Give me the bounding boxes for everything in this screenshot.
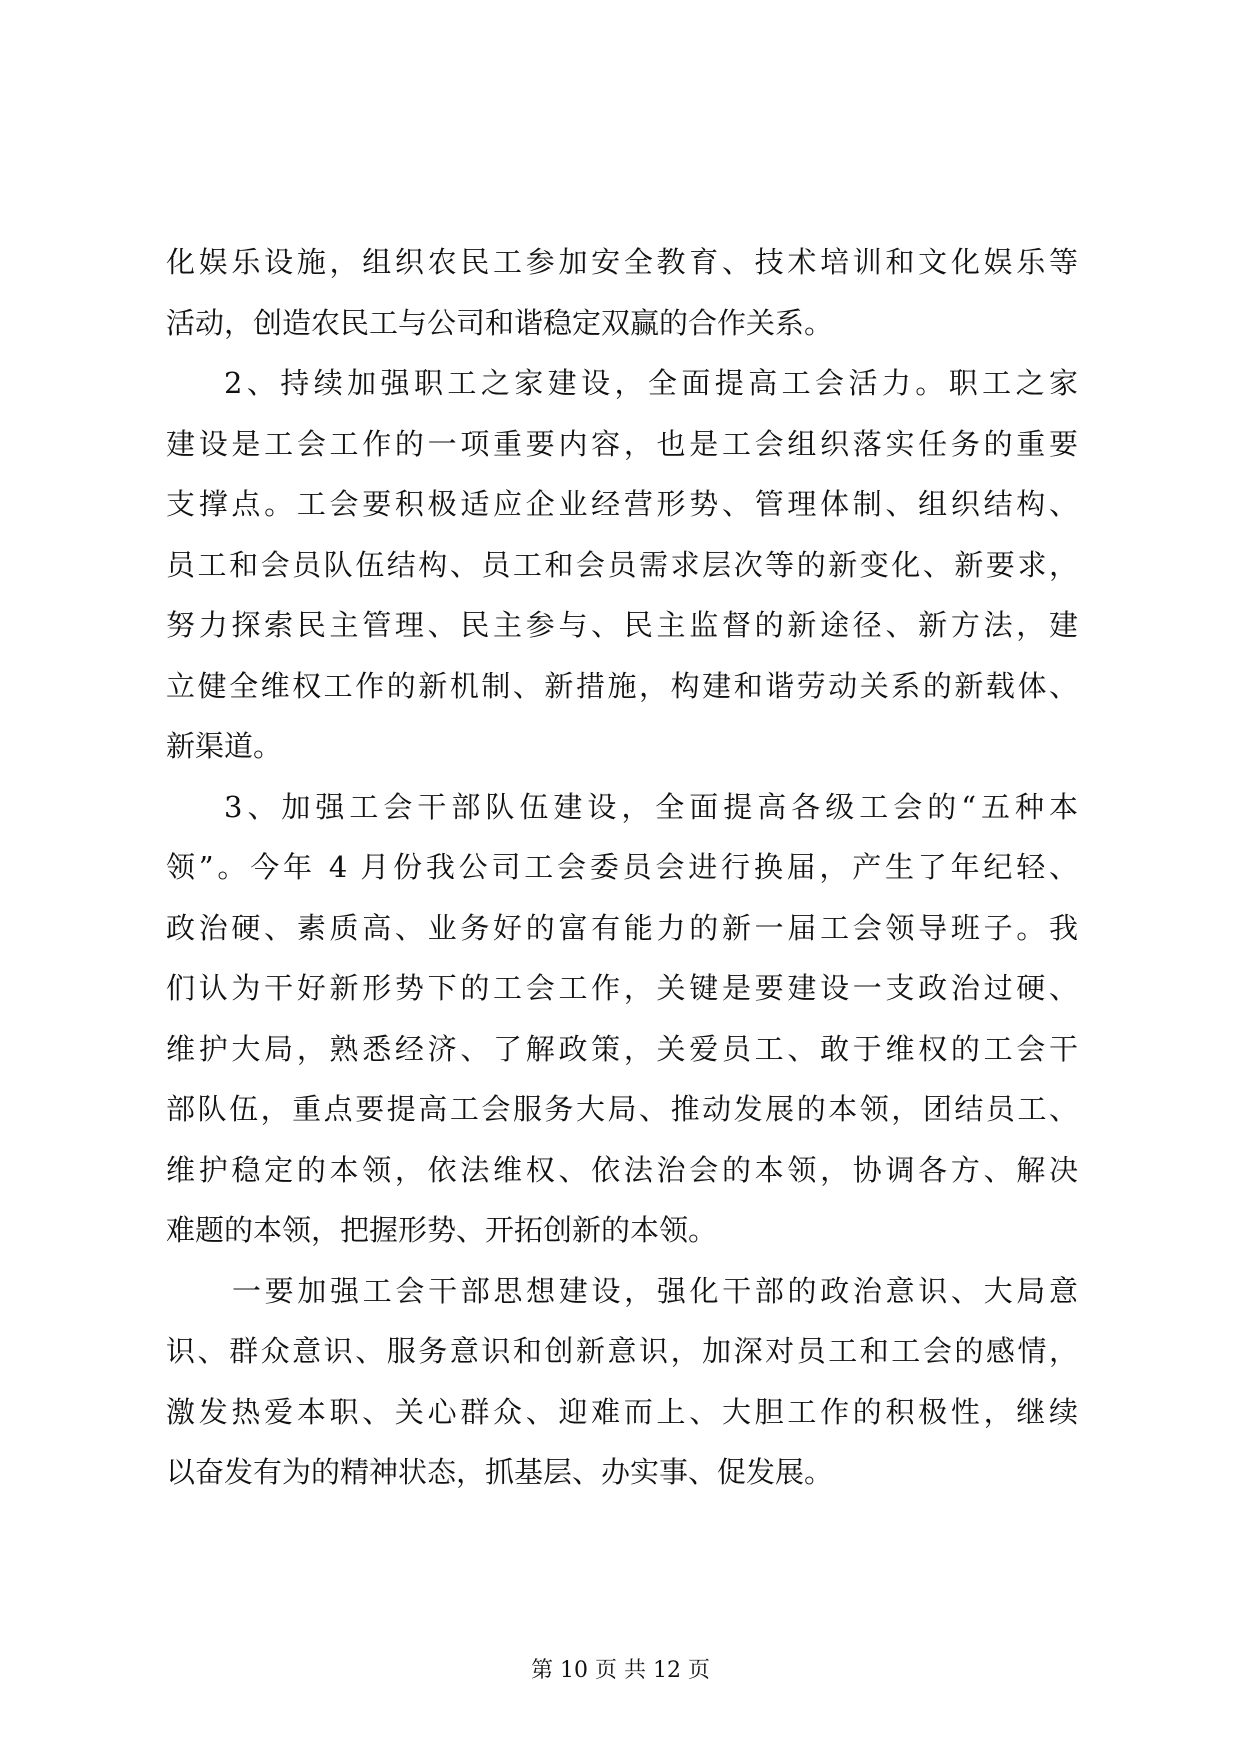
text-line: 2、持续加强职工之家建设，全面提高工会活力。职工之家 [224,366,1078,400]
text-line: 建设是工会工作的一项重要内容，也是工会组织落实任务的重要 [166,426,1078,461]
text-line: 员工和会员队伍结构、员工和会员需求层次等的新变化、新要求， [166,547,1078,582]
text-line: 难题的本领，把握形势、开拓创新的本领。 [166,1213,718,1247]
paragraph-item-2 [166,353,1078,777]
text-line: 识、群众意识、服务意识和创新意识，加深对员工和工会的感情， [166,1334,1078,1368]
text-line: 活动，创造农民工与公司和谐稳定双赢的合作关系。 [166,305,834,340]
text-line: 激发热爱本职、关心群众、迎难而上、大胆工作的积极性，继续 [166,1394,1078,1429]
text-line: 3、加强工会干部队伍建设，全面提高各级工会的“五种本 [224,789,1078,824]
text-line: 立健全维权工作的新机制、新措施，构建和谐劳动关系的新载体、 [166,668,1078,703]
text-line: 维护稳定的本领，依法维权、依法治会的本领，协调各方、解决 [166,1152,1078,1187]
text-line: 化娱乐设施，组织农民工参加安全教育、技术培训和文化娱乐等 [166,245,1078,279]
text-line: 一要加强工会干部思想建设，强化干部的政治意识、大局意 [232,1273,1078,1308]
text-line: 新渠道。 [166,729,283,763]
text-line: 部队伍，重点要提高工会服务大局、推动发展的本领，团结员工、 [166,1092,1078,1126]
text-line: 支撑点。工会要积极适应企业经营形势、管理体制、组织结构、 [166,487,1078,521]
text-line: 政治硬、素质高、业务好的富有能力的新一届工会领导班子。我 [166,910,1078,945]
paragraph-item-3 [166,777,1078,1261]
page-number-footer: 第 10 页 共 12 页 [531,1658,710,1683]
text-line: 维护大局，熟悉经济、了解政策，关爱员工、敢于维权的工会干 [166,1031,1078,1066]
paragraph-sub-1 [166,1261,1078,1503]
text-line: 领”。今年 4 月份我公司工会委员会进行换届，产生了年纪轻、 [166,850,1078,884]
text-line: 以奋发有为的精神状态，抓基层、办实事、促发展。 [166,1455,834,1489]
text-line: 努力探索民主管理、民主参与、民主监督的新途径、新方法，建 [166,608,1078,642]
paragraph-continuation [166,232,1078,353]
text-line: 们认为干好新形势下的工会工作，关键是要建设一支政治过硬、 [166,971,1078,1005]
document-body [166,232,1078,1503]
